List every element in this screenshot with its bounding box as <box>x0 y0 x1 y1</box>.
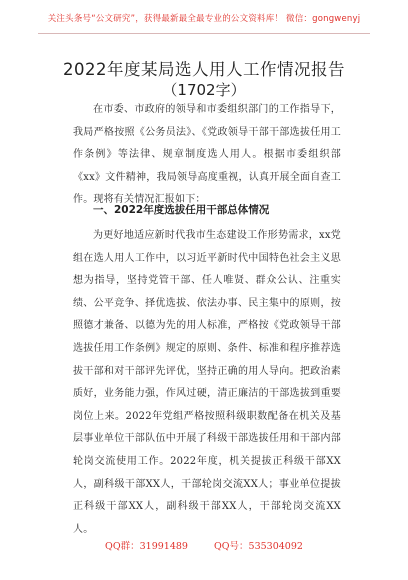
intro-paragraph: 在市委、市政府的领导和市委组织部门的工作指导下，我局严格按照《公务员法》、《党政领导干部干部选拔任用工作条例》等法律、规章制度选人用人。根据市委组织部《xx》文件精神，我局领导高度重视，认真开展全面自查工作。现将有关情况汇报如下： <box>73 104 341 206</box>
footer-qq-group: QQ群：31991489 <box>105 541 188 552</box>
section-body-block <box>73 225 341 541</box>
section-heading: 一、2022年度选拔任用干部总体情况 <box>93 204 270 216</box>
word-count: （1702字） <box>162 81 246 99</box>
header-banner: 关注头条号“公文研究”，获得最新最全最专业的公文资料库！ 微信：gongwenyj <box>47 14 361 24</box>
footer-contact <box>0 538 408 552</box>
intro-paragraph-block <box>73 99 341 212</box>
header-divider <box>38 33 370 34</box>
footer-qq-number: QQ号：535304092 <box>213 541 303 552</box>
document-title: 2022年度某局选人用人工作情况报告 <box>63 60 345 79</box>
section-paragraph: 为更好地适应新时代我市生态建设工作形势需求，xx党组在选人用人工作中，以习近平新时代中国特色社会主义思想为指导，坚持党管干部、任人唯贤、群众公认、注重实绩、公平竞争、择优选拔、依法办事、民主集中的原则，按照德才兼备、以德为先的用人标准，严格按《党政领导干部选拔任用工作条例》规定的原则、条件、标准和程序推荐选拔干部和对干部评先评优，坚持正确的用人导向。把政治素质好，业务能力强，作风过硬，清正廉洁的干部选拔到重要岗位上来。2022年党组严格按照科级职数配备在机关及基层事业单位干部队伍中开展了科级干部选拔任用和干部内部轮岗交流使用工作。2022年度，机关提拔正科级干部XX人，副科级干部XX人，干部轮岗交流XX人；事业单位提拔正科级干部XX人，副科级干部XX人，干部轮岗交流XX人。 <box>73 230 341 535</box>
